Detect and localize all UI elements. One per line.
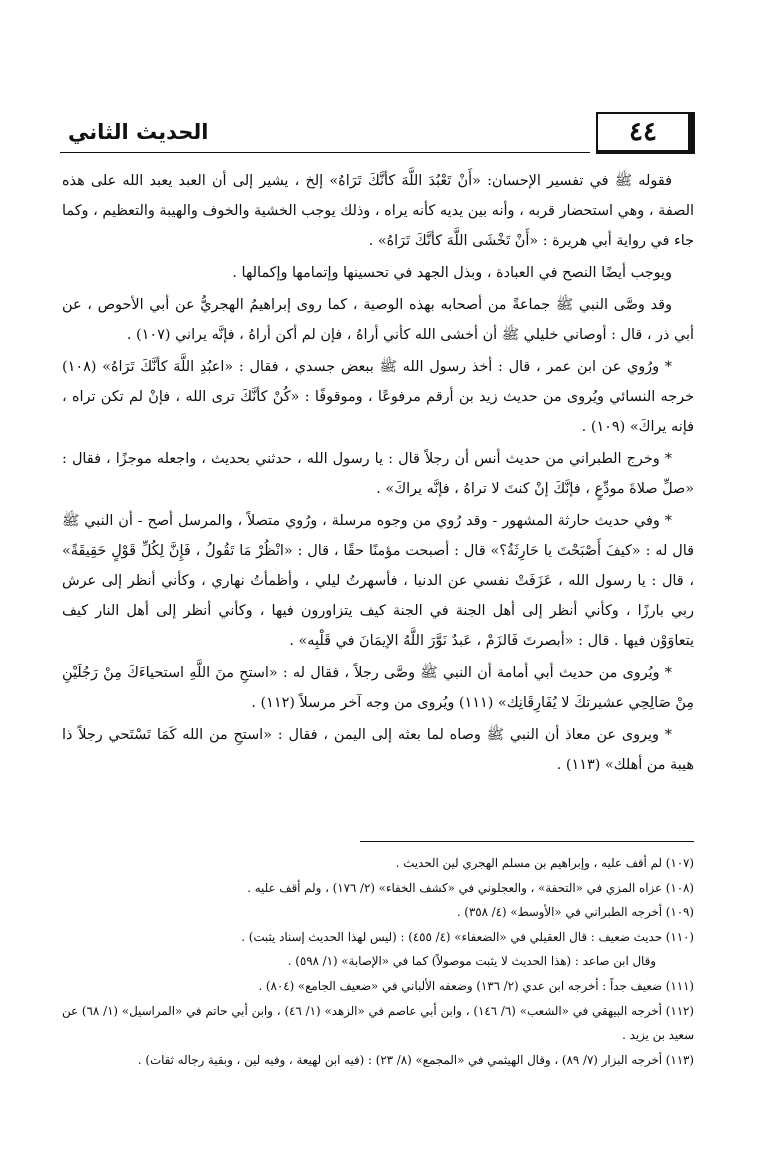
paragraph: ويوجب أيضًا النصح في العبادة ، وبذل الجهد في تحسينها وإتمامها وإكمالها . <box>232 265 672 281</box>
paragraph: * ويروى عن معاذ أن النبي ﷺ وصاه لما بعثه إلى اليمن ، فقال : «استحِ من الله كَمَا تَسْتَحي رجلاً ذا هيبة من أهلك» (١١٣) . <box>62 727 694 773</box>
header-rule <box>60 152 590 153</box>
footnote: (١١٢) أخرجه البيهقي في «الشعب» (٦/ ١٤٦) ، وابن أبي عاصم في «الزهد» (١/ ٤٦) ، وابن أبي حاتم في «المراسيل» (١/ ٦٨) عن سعيد بن يزيد . <box>62 1003 694 1043</box>
page-number: ٤٤ <box>596 112 695 154</box>
footnote: (١١٣) أخرجه البزار (٧/ ٨٩) ، وقال الهيثمي في «المجمع» (٨/ ٢٣) : (فيه ابن لهيعة ، وفيه لين ، وبقية رجاله ثقات) . <box>137 1052 694 1067</box>
main-text <box>62 166 694 782</box>
paragraph: وقد وصَّى النبي ﷺ جماعةً من أصحابه بهذه الوصية ، كما روى إبراهيمُ الهجريُّ عن أبي الأحوص ، عن أبي ذر ، قال : أوصاني خليلي ﷺ أن أخشى الله كأني أراهُ ، فإن لم أكن أراهُ ، فإنَّه يراني (١٠٧) . <box>62 297 694 343</box>
chapter-title: الحديث الثاني <box>68 120 209 144</box>
footnote: (١٠٩) أخرجه الطبراني في «الأوسط» (٤/ ٣٥٨) . <box>456 905 694 920</box>
paragraph: * وفي حديث حارثة المشهور - وقد رُوي من وجوه مرسلة ، ورُوي متصلاً ، والمرسل أصح - أن النبي ﷺ قال له : «كيفَ أَصْبَحْتَ يا حَارِثَةُ؟» قال : أصبحت مؤمنًا حقًا ، قال : «انْظُرْ مَا تَقُولُ ، فَإِنَّ لِكُلِّ قَوْلٍ حَقِيقَةً» ، قال : يا رسول الله ، عَزَفَتْ نفسي عن الدنيا ، فأسهرتُ ليلي ، وأظمأتُ نهاري ، وكأني أنظر إلى عرش ربي بارزًا ، وكأني أنظر إلى أهل الجنة في الجنة كيف يتزاورون فيها ، وكأني أنظر إلى أهل النار كيف يتعاوَوْن فيها . قال : «أبصرتَ فَالزَمْ ، عَبدٌ نَوَّرَ اللَّهُ الإيمَانَ في قَلْبِه» . <box>62 513 694 649</box>
footnote: (١٠٨) عزاه المزي في «التحفة» ، والعجلوني في «كشف الخفاء» (٢/ ١٧٦) ، ولم أقف عليه . <box>247 880 694 895</box>
paragraph: * ويُروى من حديث أبي أمامة أن النبي ﷺ وصَّى رجلاً ، فقال له : «استحِ منَ اللَّهِ استحياءَكَ مِنْ رَجُلَيْنِ مِنْ صَالِحِي عشيرتكَ لا يُفَارِقَانِك» (١١١) ويُروى من وجه آخر مرسلاً (١١٢) . <box>62 665 694 711</box>
footnote-separator <box>360 841 694 842</box>
footnote-continuation: وقال ابن صاعد : (هذا الحديث لا يثبت موصولاً) كما في «الإصابة» (١/ ٥٩٨) . <box>287 954 656 969</box>
footnote: (١٠٧) لم أقف عليه ، وإبراهيم بن مسلم الهجري لين الحديث . <box>395 856 694 870</box>
paragraph: فقوله ﷺ في تفسير الإحسان: «أَنْ تَعْبُدَ اللَّهَ كأنَّكَ تَرَاهُ» إلخ ، يشير إلى أن العبد يعبد الله على هذه الصفة ، وهي استحضار قربه ، وأنه بين يديه كأنه يراه ، وذلك يوجب الخشية والخوف والهيبة والتعظيم ، وكما جاء في رواية أبي هريرة : «أَنْ تَخْشَى اللَّهَ كأنَّكَ تَرَاهُ» . <box>62 173 694 249</box>
footnote: (١١٠) حديث ضعيف : قال العقيلي في «الضعفاء» (٤/ ٤٥٥) : (ليس لهذا الحديث إسناد يثبت) . <box>241 929 694 944</box>
footnote: (١١١) ضعيف جداً : أخرجه ابن عدي (٢/ ١٣٦) وضعفه الألباني في «ضعيف الجامع» (٨٠٤) . <box>258 978 694 993</box>
footnotes <box>62 851 694 1072</box>
page-header <box>60 112 690 158</box>
paragraph: * وخرج الطبراني من حديث أنس أن رجلاً قال : يا رسول الله ، حدثني بحديث ، واجعله موجزًا ، فقال : «صلِّ صلاةَ مودِّعٍ ، فإنَّكَ إنْ كنتَ لا تراهُ ، فإنَّه يراكَ» . <box>62 451 694 497</box>
paragraph: * ورُوي عن ابن عمر ، قال : أخذ رسول الله ﷺ ببعض جسدي ، فقال : «اعبُدِ اللَّهَ كأنَّكَ تَرَاهُ» (١٠٨) خرجه النسائي ويُروى من حديث زيد بن أرقم مرفوعًا ، وموقوفًا : «كُنْ كأنَّكَ ترى الله ، فإنْ لم تكن تراه ، فإنه يراكَ» (١٠٩) . <box>62 359 694 435</box>
